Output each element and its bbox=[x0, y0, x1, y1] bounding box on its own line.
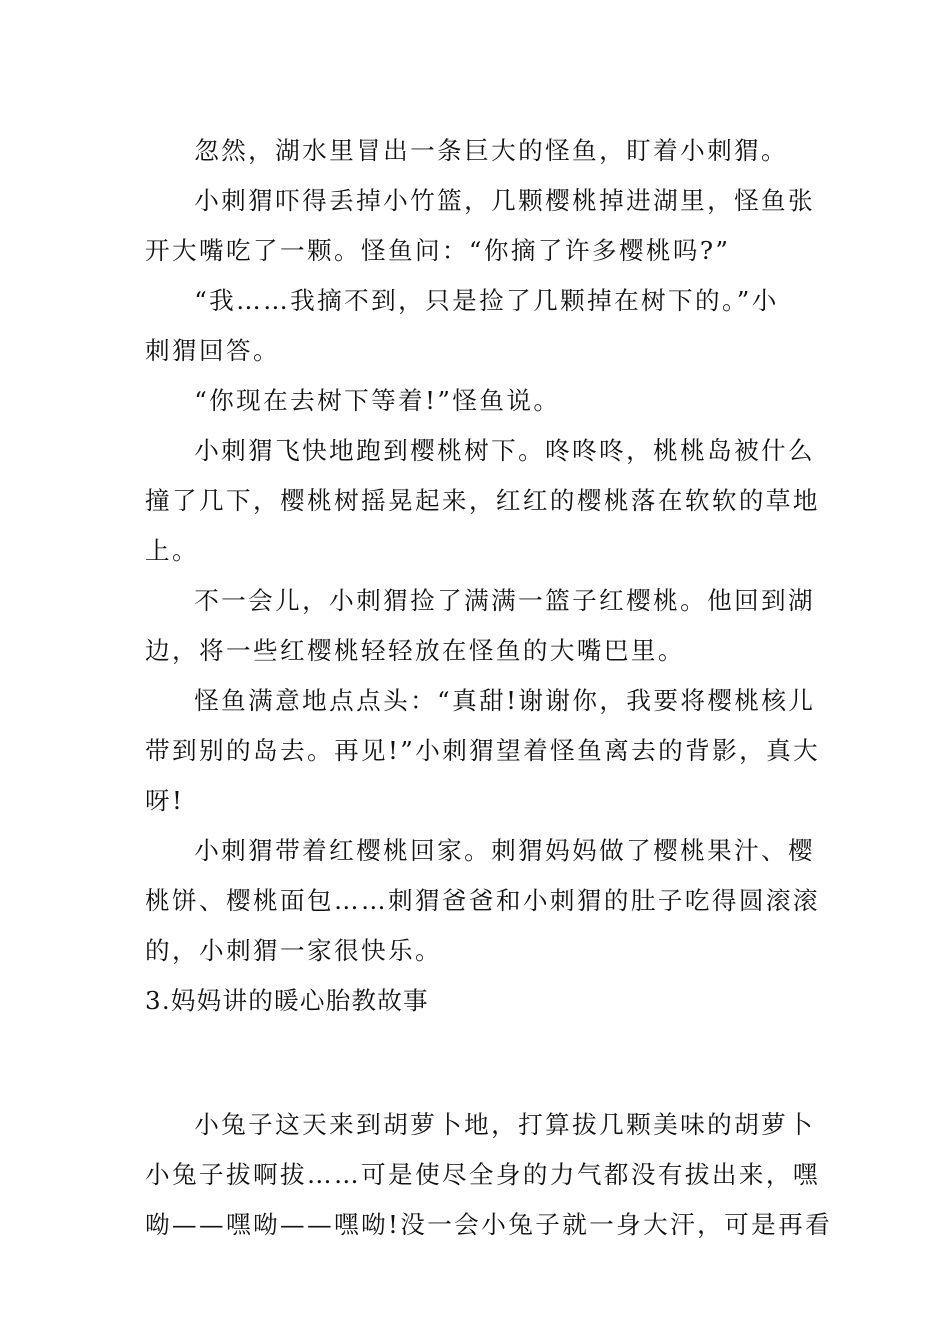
text-line: 怪鱼满意地点点头：“真甜!谢谢你，我要将樱桃核儿 bbox=[194, 686, 816, 715]
paragraph bbox=[145, 676, 821, 826]
text-line: “我……我摘不到，只是捡了几颗掉在树下的。”小 bbox=[194, 286, 779, 315]
text-line: 忽然，湖水里冒出一条巨大的怪鱼，盯着小刺猬。 bbox=[194, 136, 789, 165]
text-line: 撞了几下，樱桃树摇晃起来，红红的樱桃落在软软的草地 bbox=[145, 486, 820, 515]
text-line: 小兔子这天来到胡萝卜地，打算拔几颗美味的胡萝卜 bbox=[194, 1110, 816, 1139]
paragraph bbox=[145, 1100, 833, 1250]
text-line: 带到别的岛去。再见!”小刺猬望着怪鱼离去的背影，真大 bbox=[145, 736, 821, 765]
document-body bbox=[145, 126, 833, 1250]
text-line: 小刺猬飞快地跑到樱桃树下。咚咚咚，桃桃岛被什么 bbox=[194, 436, 816, 465]
text-line: 边，将一些红樱桃轻轻放在怪鱼的大嘴巴里。 bbox=[145, 636, 685, 665]
text-line: 小兔子拔啊拔……可是使尽全身的力气都没有拔出来，嘿 bbox=[145, 1160, 820, 1189]
text-line: “你现在去树下等着!”怪鱼说。 bbox=[194, 386, 561, 415]
blank-line bbox=[145, 1076, 807, 1100]
text-line: 呀! bbox=[145, 786, 185, 815]
section-heading bbox=[145, 976, 807, 1026]
text-line: 小刺猬带着红樱桃回家。刺猬妈妈做了樱桃果汁、樱 bbox=[194, 836, 816, 865]
paragraph bbox=[145, 426, 820, 576]
paragraph bbox=[145, 126, 807, 176]
text-line: 上。 bbox=[145, 536, 199, 565]
paragraph bbox=[145, 276, 807, 376]
paragraph bbox=[145, 826, 820, 976]
text-line: 小刺猬吓得丢掉小竹篮，几颗樱桃掉进湖里，怪鱼张 bbox=[194, 186, 816, 215]
text-line: 开大嘴吃了一颗。怪鱼问：“你摘了许多樱桃吗?” bbox=[145, 236, 731, 265]
text-line: 桃饼、樱桃面包……刺猬爸爸和小刺猬的肚子吃得圆滚滚 bbox=[145, 886, 820, 915]
paragraph bbox=[145, 376, 807, 426]
text-line: 呦——嘿呦——嘿呦!没一会小兔子就一身大汗，可是再看 bbox=[145, 1210, 833, 1239]
text-line: 不一会儿，小刺猬捡了满满一篮子红樱桃。他回到湖 bbox=[194, 586, 816, 615]
text-line: 刺猬回答。 bbox=[145, 336, 280, 365]
paragraph bbox=[145, 176, 816, 276]
blank-line bbox=[145, 1026, 807, 1076]
text-line: 的，小刺猬一家很快乐。 bbox=[145, 936, 442, 965]
section-heading-text: 3.妈妈讲的暖心胎教故事 bbox=[145, 986, 429, 1015]
paragraph bbox=[145, 576, 816, 676]
